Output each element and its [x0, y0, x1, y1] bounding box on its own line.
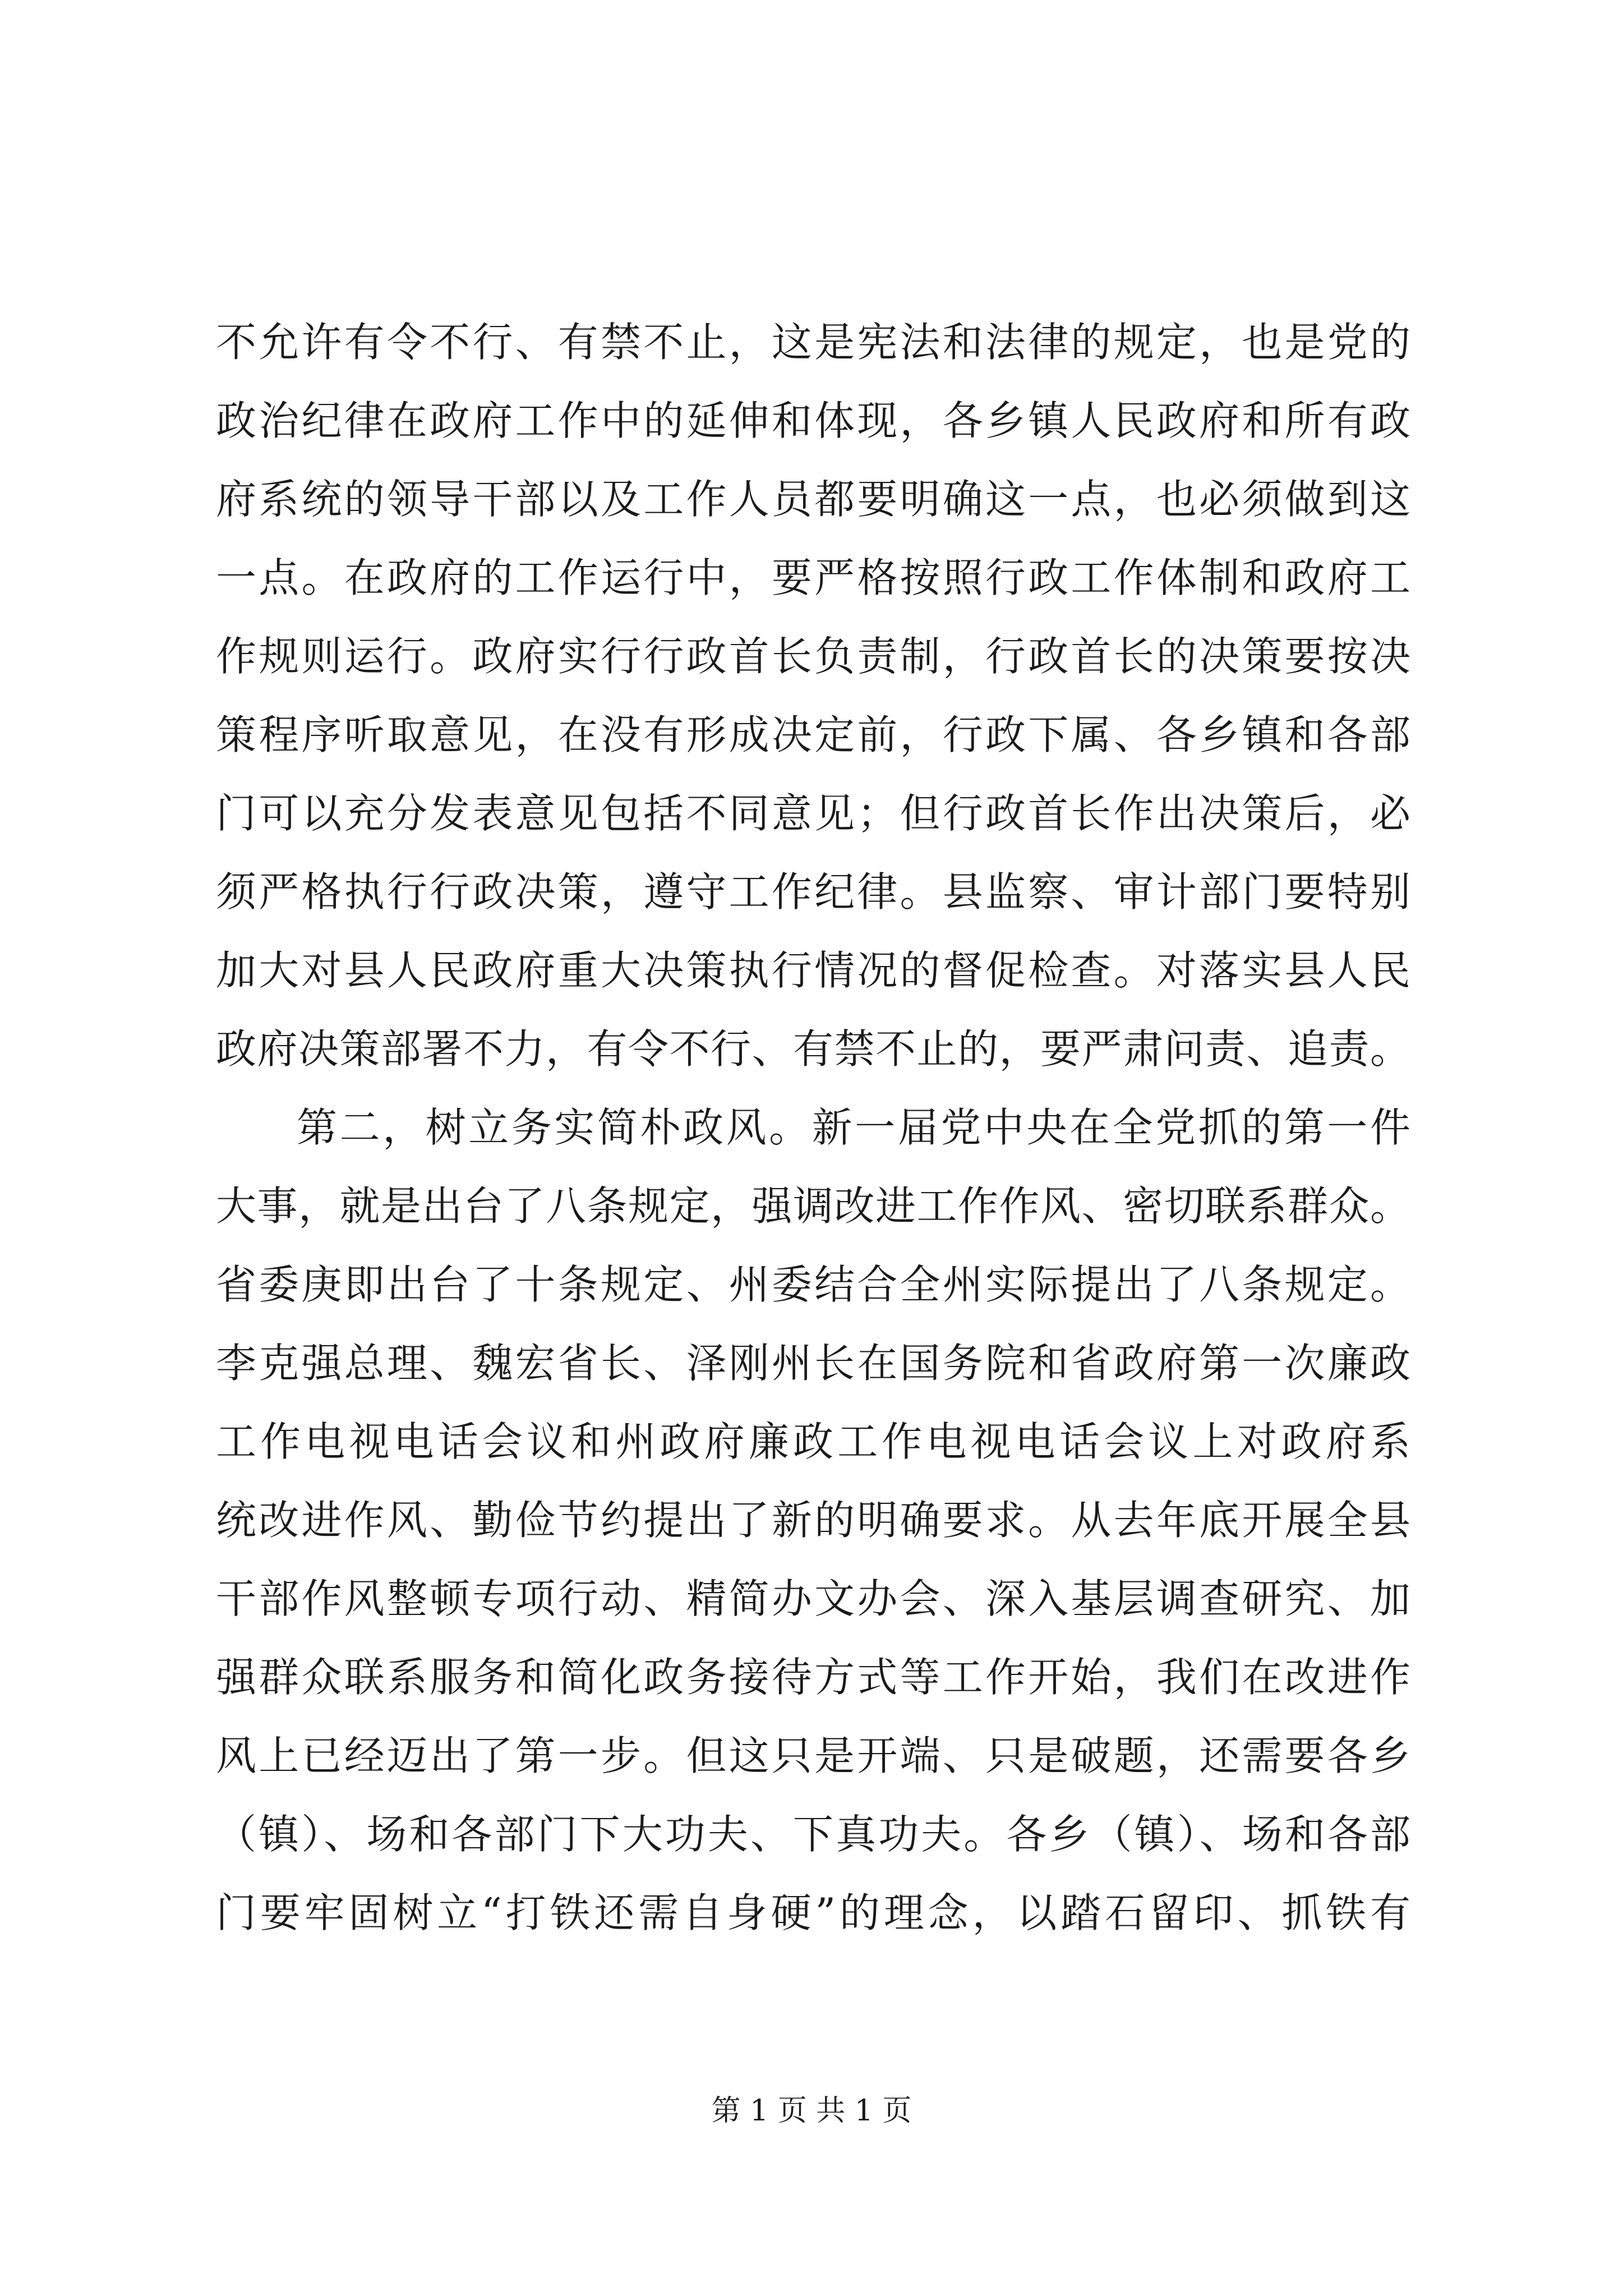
text-line: 省委庚即出台了十条规定、州委结合全州实际提出了八条规定。: [216, 1261, 1410, 1308]
text-line: 统改进作风、勤俭节约提出了新的明确要求。从去年底开展全县: [216, 1497, 1410, 1544]
text-line: 加大对县人民政府重大决策执行情况的督促检查。对落实县人民: [216, 947, 1410, 994]
text-line: 风上已经迈出了第一步。但这只是开端、只是破题，还需要各乡: [216, 1732, 1410, 1779]
text-line: 李克强总理、魏宏省长、泽刚州长在国务院和省政府第一次廉政: [216, 1340, 1410, 1387]
document-body: [216, 303, 1410, 1952]
text-line: 政治纪律在政府工作中的延伸和体现，各乡镇人民政府和所有政: [216, 397, 1410, 444]
text-line: 门可以充分发表意见包括不同意见；但行政首长作出决策后，必: [216, 790, 1410, 837]
text-line: 门要牢固树立“打铁还需自身硬”的理念，以踏石留印、抓铁有: [216, 1889, 1410, 1936]
text-line: 府系统的领导干部以及工作人员都要明确这一点，也必须做到这: [216, 476, 1410, 523]
page-footer: [0, 2091, 1623, 2131]
text-line: 工作电视电话会议和州政府廉政工作电视电话会议上对政府系: [216, 1418, 1410, 1465]
text-line: 强群众联系服务和简化政务接待方式等工作开始，我们在改进作: [216, 1654, 1410, 1701]
paragraph-first-line: 第二，树立务实简朴政风。新一届党中央在全党抓的第一件: [297, 1104, 1410, 1151]
page-number-label: 第 1 页 共 1 页: [711, 2094, 912, 2128]
text-line: 一点。在政府的工作运行中，要严格按照行政工作体制和政府工: [216, 554, 1410, 601]
text-line: 须严格执行行政决策，遵守工作纪律。县监察、审计部门要特别: [216, 868, 1410, 915]
text-line: 作规则运行。政府实行行政首长负责制，行政首长的决策要按决: [216, 633, 1410, 680]
text-line: 政府决策部署不力，有令不行、有禁不止的，要严肃问责、追责。: [216, 1025, 1410, 1073]
text-line: 不允许有令不行、有禁不止，这是宪法和法律的规定，也是党的: [216, 319, 1410, 366]
text-line: 策程序听取意见，在没有形成决定前，行政下属、各乡镇和各部: [216, 711, 1410, 758]
text-line: （镇）、场和各部门下大功夫、下真功夫。各乡（镇）、场和各部: [216, 1811, 1410, 1858]
text-line: 大事，就是出台了八条规定，强调改进工作作风、密切联系群众。: [216, 1182, 1410, 1230]
text-line: 干部作风整顿专项行动、精简办文办会、深入基层调查研究、加: [216, 1575, 1410, 1622]
